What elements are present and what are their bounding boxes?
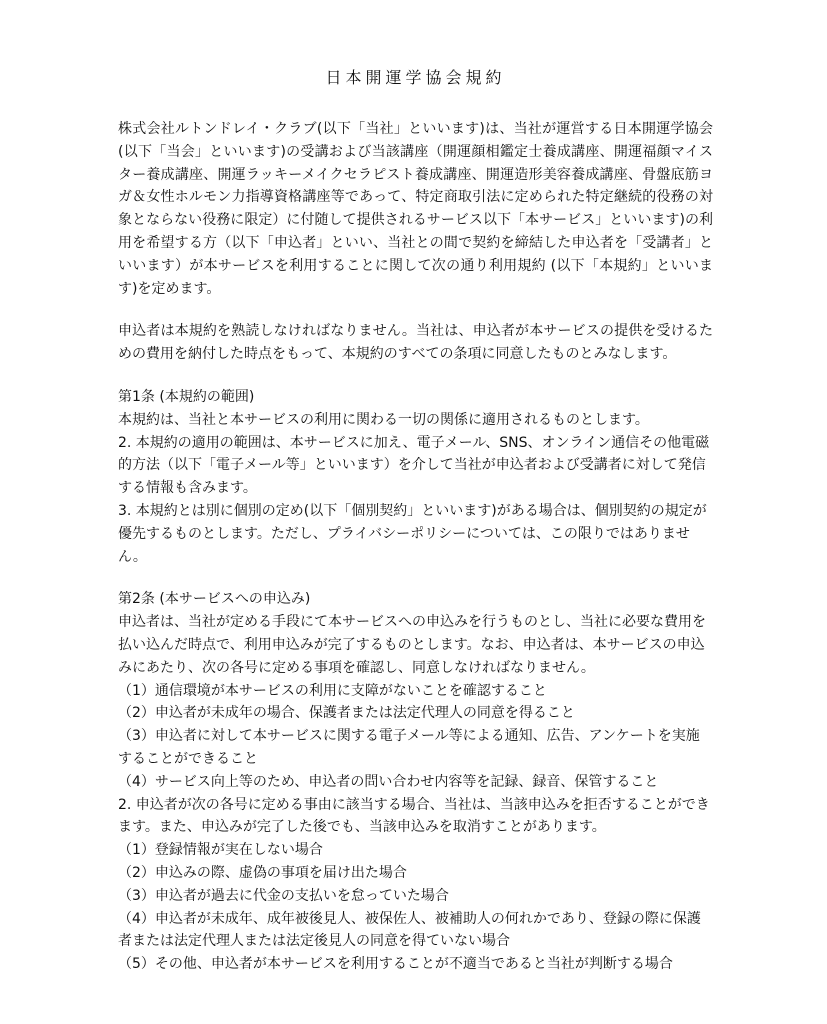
intro-paragraph-1: 株式会社ルトンドレイ・クラブ(以下「当社」といいます)は、当社が運営する日本開運学協会(以下「当会」といいます)の受講および当該講座（開運顔相鑑定士養成講座、開運福顔マイスター養成講座、開運ラッキーメイクセラピスト養成講座、開運造形美容養成講座、骨盤底筋ヨガ＆女性ホルモン力指導資格講座等であって、特定商取引法に定められた特定継続的役務の対象とならない役務に限定）に付随して提供されるサービス以下「本サービス」といいます)の利用を希望する方（以下「申込者」といい、当社との間で契約を締結した申込者を「受講者」といいます）が本サービスを利用することに関して次の通り利用規約 (以下「本規約」といいます)を定めます。 bbox=[118, 121, 713, 297]
paragraph-spacer bbox=[118, 366, 713, 386]
article-1 bbox=[118, 386, 713, 568]
article-2-item: （2）申込みの際、虚偽の事項を届け出た場合 bbox=[118, 864, 407, 881]
intro-paragraph-2: 申込者は本規約を熟読しなければなりません。当社は、申込者が本サービスの提供を受けるための費用を納付した時点をもって、本規約のすべての条項に同意したものとみなします。 bbox=[118, 323, 713, 363]
article-2-clause-1: 申込者は、当社が定める手段にて本サービスへの申込みを行うものとし、当社に必要な費用を払い込んだ時点で、利用申込みが完了するものとします。なお、申込者は、本サービスの申込みにあたり、次の各号に定める事項を確認し、同意しなければなりません。 bbox=[118, 614, 706, 676]
article-1-heading: 第1条 (本規約の範囲) bbox=[118, 388, 255, 405]
article-2-clause-2: 2. 申込者が次の各号に定める事由に該当する場合、当社は、当該申込みを拒否することができます。また、申込みが完了した後でも、当該申込みを取消すことがあります。 bbox=[118, 796, 710, 836]
article-2-item: （1）通信環境が本サービスの利用に支障がないことを確認すること bbox=[118, 682, 547, 699]
article-2-heading: 第2条 (本サービスへの申込み) bbox=[118, 591, 311, 608]
article-2-item: （4）申込者が未成年、成年被後見人、被保佐人、被補助人の何れかであり、登録の際に保護者または法定代理人または法定後見人の同意を得ていない場合 bbox=[118, 910, 701, 950]
paragraph-spacer bbox=[118, 300, 713, 320]
article-2-item: （1）登録情報が実在しない場合 bbox=[118, 842, 323, 859]
article-2-item: （2）申込者が未成年の場合、保護者または法定代理人の同意を得ること bbox=[118, 705, 575, 722]
article-2 bbox=[118, 588, 713, 976]
article-2-item: （5）その他、申込者が本サービスを利用することが不適当であると当社が判断する場合 bbox=[118, 956, 673, 973]
article-2-item: （3）申込者に対して本サービスに関する電子メール等による通知、広告、アンケートを実施することができること bbox=[118, 728, 700, 767]
article-1-clause-2: 2. 本規約の適用の範囲は、本サービスに加え、電子メール、SNS、オンライン通信その他電磁的方法（以下「電子メール等」といいます）を介して当社が申込者および受講者に対して発信する情報も含みます。 bbox=[118, 434, 710, 497]
paragraph-spacer bbox=[118, 568, 713, 588]
document-title: 日本開運学協会規約 bbox=[325, 68, 506, 87]
article-1-clause-3: 3. 本規約とは別に個別の定め(以下「個別契約」といいます)がある場合は、個別契約の規定が優先するものとします。ただし、プライバシーポリシーについては、この限りではありません。 bbox=[118, 502, 707, 565]
article-2-item: （4）サービス向上等のため、申込者の問い合わせ内容等を記録、録音、保管すること bbox=[118, 773, 659, 790]
article-2-item: （3）申込者が過去に代金の支払いを怠っていた場合 bbox=[118, 887, 449, 904]
article-1-clause-1: 本規約は、当社と本サービスの利用に関わる一切の関係に適用されるものとします。 bbox=[118, 411, 649, 428]
